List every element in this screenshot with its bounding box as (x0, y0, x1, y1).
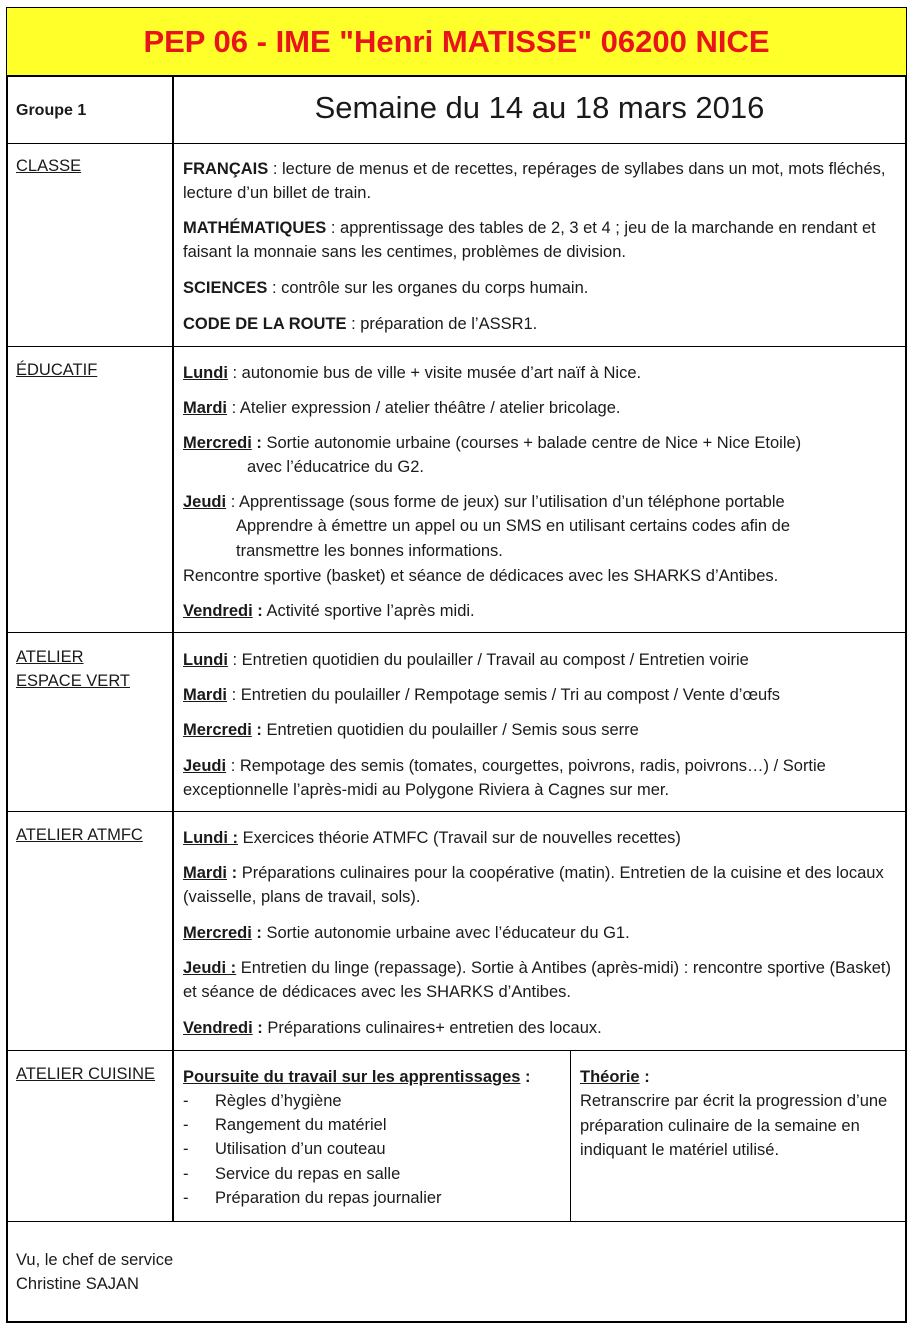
bullet-dash: - (183, 1165, 189, 1183)
espace-vert-lundi (183, 648, 895, 672)
educatif-jeudi-continued: transmettre les bonnes informations. (236, 542, 503, 560)
day-label: Mardi (183, 686, 228, 704)
atmfc-vendredi (183, 1016, 895, 1040)
day-text: : Apprentissage (sous forme de jeux) sur l’utilisation d’un téléphone portable (226, 493, 785, 511)
list-item-text: Utilisation d’un couteau (215, 1140, 386, 1158)
day-separator: : (251, 434, 262, 452)
espace-vert-jeudi (183, 754, 895, 802)
educatif-mercredi (183, 431, 895, 455)
subject-text: : apprentissage des tables de 2, 3 et 4 ; jeu de la marchande en rendant et faisant la monnaie sans les centimes, problèmes de division. (183, 219, 876, 261)
section-label-classe: CLASSE (16, 157, 82, 175)
day-label: Vendredi (183, 602, 253, 620)
atmfc-lundi (183, 826, 895, 850)
heading-label: Poursuite du travail sur les apprentissages (183, 1068, 521, 1086)
day-label: Jeudi (183, 493, 227, 511)
educatif-vendredi (183, 599, 895, 623)
section-label-espace-vert: ATELIER (16, 648, 84, 666)
day-separator: : (227, 864, 238, 882)
educatif-jeudi (183, 490, 895, 514)
day-separator: : (252, 1019, 263, 1037)
day-text: Sortie autonomie urbaine avec l’éducateur du G1. (261, 924, 630, 942)
section-label-educatif: ÉDUCATIF (16, 361, 98, 379)
educatif-mardi (183, 396, 895, 420)
bullet-dash: - (183, 1116, 189, 1134)
subject-label: CODE DE LA ROUTE (183, 315, 347, 333)
column-divider (172, 76, 174, 1222)
day-label: Mardi (183, 864, 228, 882)
footer-line: Vu, le chef de service (16, 1251, 174, 1269)
section-label-espace-vert: ESPACE VERT (16, 672, 131, 690)
footer-signatory: Christine SAJAN (16, 1275, 139, 1293)
list-item-text: Préparation du repas journalier (215, 1189, 442, 1207)
subject-text: : lecture de menus et de recettes, repérages de syllabes dans un mot, mots fléchés, lecture d’un billet de train. (183, 160, 886, 202)
table-border-right (905, 7, 907, 1323)
bullet-dash: - (183, 1092, 189, 1110)
row-divider (6, 346, 907, 347)
row-divider (6, 1050, 907, 1051)
day-text: Exercices théorie ATMFC (Travail sur de nouvelles recettes) (237, 829, 681, 847)
day-label: Mercredi (183, 434, 252, 452)
subject-label: MATHÉMATIQUES (183, 219, 327, 237)
row-divider (6, 811, 907, 812)
day-text: : autonomie bus de ville + visite musée d’art naïf à Nice. (227, 364, 642, 382)
day-text: Préparations culinaires pour la coopérative (matin). Entretien de la cuisine et des locaux (vaisselle, plans de travail, sols). (183, 864, 884, 906)
day-text: Sortie autonomie urbaine (courses + balade centre de Nice + Nice Etoile) (261, 434, 802, 452)
table-border-bottom (6, 1321, 907, 1323)
day-label: Lundi : (183, 829, 238, 847)
heading-separator: : (639, 1068, 650, 1086)
group-label: Groupe 1 (16, 102, 87, 119)
section-label-atmfc: ATELIER ATMFC (16, 826, 143, 844)
day-separator: : (251, 721, 262, 739)
bullet-dash: - (183, 1140, 189, 1158)
week-title: Semaine du 14 au 18 mars 2016 (314, 90, 765, 125)
atmfc-jeudi (183, 956, 895, 1004)
list-item-text: Service du repas en salle (215, 1165, 401, 1183)
atmfc-mardi (183, 861, 895, 909)
espace-vert-mardi (183, 683, 895, 707)
cuisine-left-heading (183, 1065, 563, 1089)
row-divider (6, 75, 907, 77)
day-separator: : (252, 602, 263, 620)
table-border-left (6, 7, 8, 1323)
column-divider (570, 1050, 571, 1222)
day-label: Mercredi (183, 721, 252, 739)
educatif-mercredi-continued: avec l’éducatrice du G2. (247, 458, 425, 476)
cuisine-right-heading (580, 1065, 650, 1089)
subject-label: SCIENCES (183, 279, 268, 297)
day-text: : Entretien du poulailler / Rempotage semis / Tri au compost / Vente d’œufs (227, 686, 781, 704)
subject-label: FRANÇAIS (183, 160, 269, 178)
day-text: Entretien quotidien du poulailler / Semis sous serre (261, 721, 639, 739)
atmfc-mercredi (183, 921, 895, 945)
educatif-jeudi-continued: Apprendre à émettre un appel ou un SMS en utilisant certains codes afin de (236, 517, 791, 535)
subject-text: : préparation de l’ASSR1. (346, 315, 538, 333)
day-label: Lundi (183, 364, 228, 382)
row-divider (6, 143, 907, 144)
day-label: Mardi (183, 399, 228, 417)
page-title: PEP 06 - IME "Henri MATISSE" 06200 NICE (7, 8, 906, 75)
day-text: Entretien du linge (repassage). Sortie à Antibes (après-midi) : rencontre sportive (Basket) et séance de dédicaces avec les SHARKS d’Antibes. (183, 959, 891, 1001)
row-divider (6, 1221, 907, 1222)
day-text: : Rempotage des semis (tomates, courgettes, poivrons, radis, poivrons…) / Sortie exceptionnelle l’après-midi au Polygone Riviera à Cagnes sur mer. (183, 757, 826, 799)
day-separator: : (251, 924, 262, 942)
day-text: Préparations culinaires+ entretien des locaux. (262, 1019, 602, 1037)
subject-text: : contrôle sur les organes du corps humain. (267, 279, 589, 297)
classe-sciences (183, 276, 895, 300)
day-text: Activité sportive l’après midi. (262, 602, 475, 620)
classe-mathematiques (183, 216, 895, 264)
list-item-text: Règles d’hygiène (215, 1092, 342, 1110)
day-text: : Atelier expression / atelier théâtre / atelier bricolage. (227, 399, 621, 417)
educatif-jeudi-extra: Rencontre sportive (basket) et séance de dédicaces avec les SHARKS d’Antibes. (183, 567, 779, 585)
day-label: Jeudi : (183, 959, 237, 977)
section-label-cuisine: ATELIER CUISINE (16, 1065, 156, 1083)
day-label: Jeudi (183, 757, 227, 775)
day-text: : Entretien quotidien du poulailler / Travail au compost / Entretien voirie (227, 651, 749, 669)
day-label: Mercredi (183, 924, 252, 942)
classe-francais (183, 157, 895, 205)
heading-label: Théorie (580, 1068, 640, 1086)
cuisine-right-text: Retranscrire par écrit la progression d’une préparation culinaire de la semaine en indiquant le matériel utilisé. (580, 1092, 888, 1159)
bullet-dash: - (183, 1189, 189, 1207)
heading-separator: : (520, 1068, 531, 1086)
list-item-text: Rangement du matériel (215, 1116, 387, 1134)
espace-vert-mercredi (183, 718, 895, 742)
row-divider (6, 632, 907, 633)
day-label: Vendredi (183, 1019, 253, 1037)
day-label: Lundi (183, 651, 228, 669)
classe-code-route (183, 312, 895, 336)
educatif-lundi (183, 361, 895, 385)
